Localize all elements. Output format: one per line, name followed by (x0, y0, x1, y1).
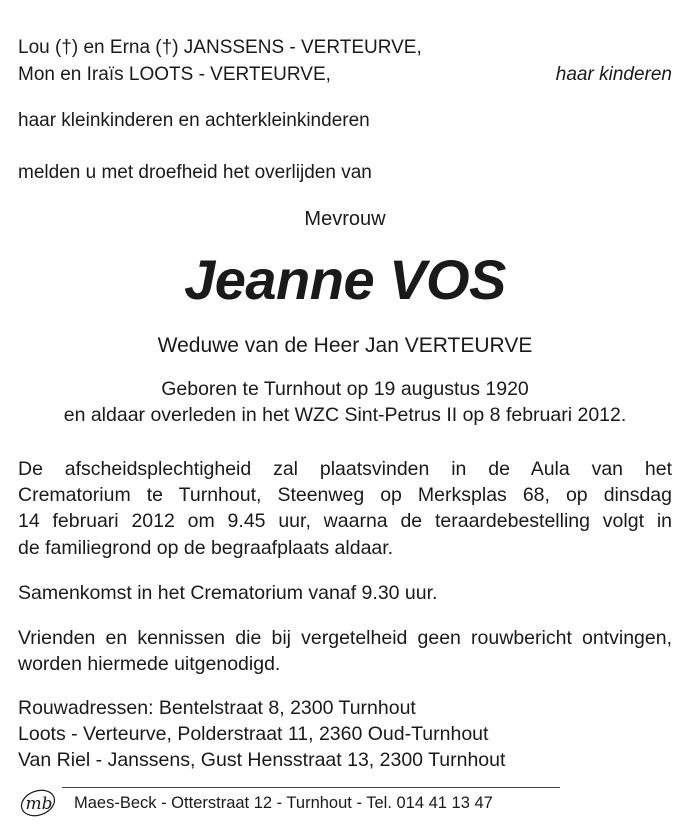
address-line-2: Loots - Verteurve, Polderstraat 11, 2360 Oud-Turnhout (18, 723, 489, 745)
footer-divider (62, 787, 560, 788)
gathering-line: Samenkomst in het Crematorium vanaf 9.30 uur. (18, 582, 438, 604)
maes-beck-logo (18, 786, 62, 818)
family-line-2: Mon en Iraïs LOOTS - VERTEURVE, (18, 64, 331, 85)
ceremony-line-2: Crematorium te Turnhout, Steenweg op Merksplas 68, op dinsdag (18, 484, 672, 506)
family-line-1: Lou (†) en Erna (†) JANSSENS - VERTEURVE, (18, 37, 422, 58)
widow-of-line: Weduwe van de Heer Jan VERTEURVE (157, 334, 533, 357)
logo-monogram: mb (25, 794, 53, 814)
invitation-line-2: worden hiermede uitgenodigd. (18, 653, 281, 675)
died-line: en aldaar overleden in het WZC Sint-Petrus II op 8 februari 2012. (63, 404, 627, 426)
address-line-1: Rouwadressen: Bentelstraat 8, 2300 Turnhout (18, 697, 416, 719)
children-label: haar kinderen (555, 64, 672, 85)
announcement-line: melden u met droefheid het overlijden van (18, 162, 372, 183)
ceremony-line-3: 14 februari 2012 om 9.45 uur, waarna de teraardebestelling volgt in (18, 510, 672, 532)
grandchildren-line: haar kleinkinderen en achterkleinkinderen (18, 110, 370, 131)
ceremony-line-1: De afscheidsplechtigheid zal plaatsvinden in de Aula van het (18, 458, 672, 480)
address-line-3: Van Riel - Janssens, Gust Hensstraat 13, 2300 Turnhout (18, 749, 506, 771)
born-line: Geboren te Turnhout op 19 augustus 1920 (161, 378, 529, 400)
deceased-title: Mevrouw (304, 208, 386, 230)
ceremony-line-4: de familiegrond op de begraafplaats aldaar. (18, 537, 394, 559)
invitation-line-1: Vrienden en kennissen die bij vergetelheid geen rouwbericht ontvingen, (18, 627, 672, 649)
deceased-name: Jeanne VOS (184, 248, 506, 311)
footer-funeral-home: Maes-Beck - Otterstraat 12 - Turnhout - Tel. 014 41 13 47 (74, 794, 493, 812)
